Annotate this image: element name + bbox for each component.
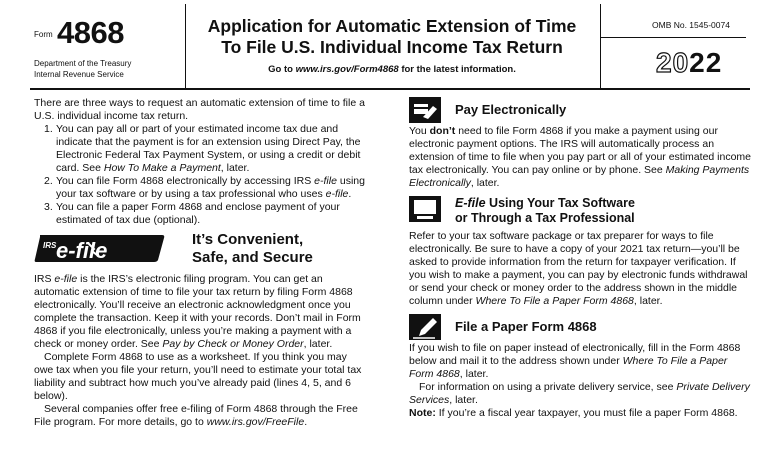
text: Refer to your tax software package or tax preparer for ways to file electronically. Be sure to have a copy of your 2021 tax return—you’ll be asked to provide information from the return for taxpayer verification. If you wish to make a payment, you can pay by electronic funds withdrawal or send your check or money order to the address shown in the middle column under [409,230,748,307]
freefile-paragraph [34,403,369,429]
paper-form-title: File a Paper Form 4868 [455,319,597,334]
convenient-line-1: It’s Convenient, [192,231,304,248]
italic-text: e-file [54,273,78,285]
text: Several companies offer free e-filing of Form 4868 through the Free File program. For more details, go to [34,403,358,428]
text: , later. [470,177,500,189]
text: If you wish to file on paper instead of electronically, fill in the Form 4868 below and mail it to the address shown under [409,342,741,367]
pen-icon [409,314,441,340]
text: , later. [303,338,333,350]
year-bold: 22 [689,47,723,78]
item-text: You can file Form 4868 electronically by accessing IRS [56,175,315,187]
efile-software-title [455,196,635,226]
efile-title-line-1 [455,196,635,211]
text: If you’re a fiscal year taxpayer, you must file a paper Form 4868. [435,407,738,419]
item-text: You can pay all or part of your estimated income tax due and indicate that the payment is for an extension using Direct Pay, the Electronic Federal Tax Payment System, or using a credit or debit card. See [56,123,361,174]
pay-electronically-header [409,97,751,121]
text: IRS [34,273,55,285]
card-payment-icon [409,97,441,123]
computer-icon [409,196,441,222]
paper-paragraph [409,342,751,381]
year-outline: 20 [656,47,690,78]
private-delivery-paragraph [409,381,751,407]
form-header [0,0,781,92]
left-column [34,97,369,429]
dept-line-1: Department of the Treasury [34,59,132,68]
text: need to file Form 4868 if you make a payment using our electronic payment options. The IRS will automatically process an extension of time to file when you pay part or all of your estimated income tax electronically. You can pay online or by phone. See [409,125,752,176]
italic-text: Making Payments Electronically [409,164,750,189]
list-item [34,123,369,175]
note-paragraph [409,407,751,420]
list-item [34,201,369,227]
item-number: 1. [44,123,53,135]
item-text: You can file a paper Form 4868 and enclose payment of your estimated of tax due (optional). [56,201,340,226]
department [34,58,131,80]
goto-suffix: for the latest information. [398,64,516,75]
text: , later. [449,394,478,406]
convenient-heading [192,231,313,267]
header-rule [30,88,750,90]
item-number: 2. [44,175,53,187]
pay-paragraph [409,125,751,190]
item-text-end: . [348,188,352,200]
bold-text: don’t [429,125,456,137]
logo-text: e-file [56,238,108,263]
title-line-1: Application for Automatic Extension of Time [207,16,577,36]
text: For information on using a private delivery service, see [419,381,677,393]
form-label: Form [34,30,53,39]
paper-form-header [409,314,751,338]
efile-software-header [409,196,751,226]
italic-text: Pay by Check or Money Order [162,338,304,350]
convenient-line-2: Safe, and Secure [192,249,313,266]
header-divider-left [185,4,186,88]
item-italic: How To Make a Payment [103,162,221,174]
pay-electronically-title: Pay Electronically [455,102,567,117]
methods-list [34,123,369,227]
right-column [409,97,751,420]
dept-line-2: Internal Revenue Service [34,70,124,79]
goto-url-link[interactable]: www.irs.gov/Form4868 [295,64,399,75]
form-number: 4868 [57,15,124,50]
list-item [34,175,369,201]
text: is the IRS’s electronic filing program. You can get an automatic extension of time to file your tax return by filing Form 4868 electronically. You’ll receive an electronic acknowledgment once you complete the transaction. Keep it with your records. Don’t mail in Form 4868 if you file electronically, unless you’re making a payment with a check or money order. See [34,273,361,350]
item-italic-2: e-file [325,188,349,200]
intro-paragraph: There are three ways to request an automatic extension of time to file a U.S. individual income tax return. [34,97,365,122]
italic-text: E-file [455,196,486,210]
text: , later. [633,295,663,307]
item-italic: e-file [314,175,337,187]
tax-year [656,47,722,79]
efile-banner [34,229,369,273]
text: . [304,416,308,428]
irs-efile-logo [34,233,166,263]
text: , later. [459,368,489,380]
goto-line [192,64,592,75]
item-number: 3. [44,201,53,213]
efile-title-line-2: or Through a Tax Professional [455,211,635,225]
text: You [409,125,430,137]
worksheet-paragraph: Complete Form 4868 to use as a worksheet. If you think you may owe tax when you file your return, you’ll need to estimate your total tax liability and subtract how much you’ve already paid (lines 4, 5, and 6 below). [34,351,362,402]
freefile-link[interactable]: www.irs.gov/FreeFile [206,416,305,428]
title-line-2: To File U.S. Individual Income Tax Return [221,37,563,57]
italic-text: Where To File a Paper Form 4868 [475,295,634,307]
goto-prefix: Go to [268,64,296,75]
header-divider-right [600,4,601,88]
note-label: Note: [409,407,436,419]
italic-text: Private Delivery Services [409,381,750,406]
omb-divider [601,37,746,38]
item-text-end: , later. [220,162,250,174]
text: Using Your Tax Software [485,196,635,210]
omb-number: OMB No. 1545-0074 [652,20,730,30]
italic-text: Where To File a Paper Form 4868 [409,355,728,380]
item-text-mid: using your tax software or by using a tax professional who uses [56,175,365,200]
form-title [192,16,592,58]
logo-prefix: IRS [43,241,57,250]
efile-software-paragraph [409,230,751,308]
efile-paragraph [34,273,369,351]
